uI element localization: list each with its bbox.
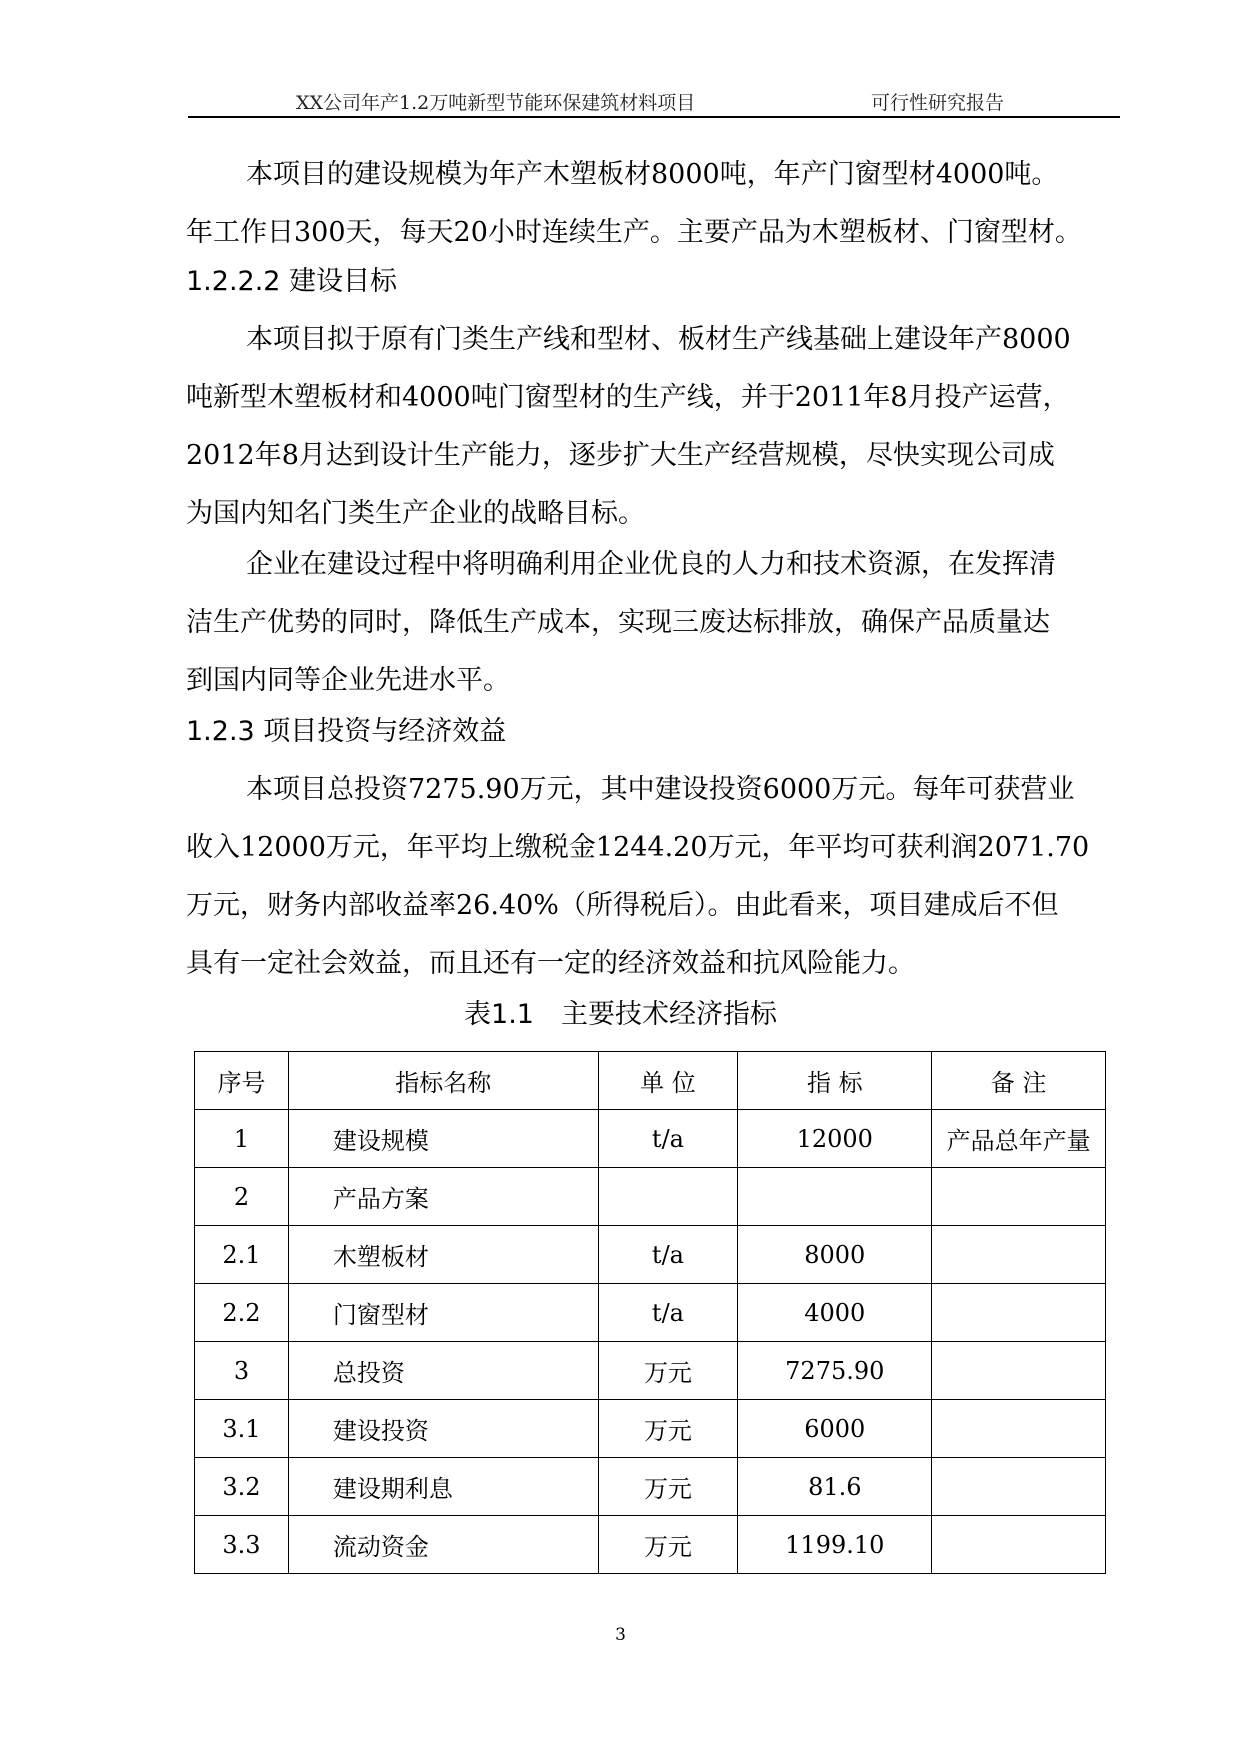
header-report-type: 可行性研究报告	[871, 92, 1005, 114]
value-cell: 12000	[738, 1110, 932, 1168]
row-number: 2.2	[195, 1284, 289, 1342]
indicator-name: 木塑板材	[288, 1226, 598, 1284]
unit-cell: t/a	[598, 1226, 738, 1284]
header-cell: 备 注	[932, 1052, 1106, 1110]
note-cell	[932, 1168, 1106, 1226]
header-title: XX公司年产1.2万吨新型节能环保建筑材料项目	[296, 92, 696, 114]
unit-cell	[598, 1168, 738, 1226]
table-row	[195, 1110, 1106, 1168]
indicator-name: 建设规模	[288, 1110, 598, 1168]
table-row	[195, 1516, 1106, 1574]
value-cell: 1199.10	[738, 1516, 932, 1574]
value-cell: 81.6	[738, 1458, 932, 1516]
note-cell	[932, 1458, 1106, 1516]
table-row	[195, 1342, 1106, 1400]
text-line: 为国内知名门类生产企业的战略目标。	[186, 498, 645, 529]
table-header-row	[195, 1052, 1106, 1110]
header-cell: 单 位	[598, 1052, 738, 1110]
paragraph-goal	[186, 311, 1121, 543]
note-cell	[932, 1284, 1106, 1342]
header-cell: 序号	[195, 1052, 289, 1110]
unit-cell: 万元	[598, 1516, 738, 1574]
text-line: 本项目总投资7275.90万元，其中建设投资6000万元。每年可获营业	[246, 774, 1075, 805]
heading-1-2-3: 1.2.3 项目投资与经济效益	[186, 716, 507, 747]
text-line: 万元，财务内部收益率26.40%（所得税后）。由此看来，项目建成后不但	[186, 890, 1059, 921]
unit-cell: 万元	[598, 1400, 738, 1458]
text-line: 年工作日300天，每天20小时连续生产。主要产品为木塑板材、门窗型材。	[186, 217, 1082, 248]
table-row	[195, 1284, 1106, 1342]
paragraph-investment	[186, 761, 1121, 993]
table-caption: 表1.1 主要技术经济指标	[464, 999, 777, 1030]
text-line: 到国内同等企业先进水平。	[186, 665, 510, 696]
unit-cell: 万元	[598, 1458, 738, 1516]
value-cell: 6000	[738, 1400, 932, 1458]
indicator-name: 建设投资	[288, 1400, 598, 1458]
row-number: 2	[195, 1168, 289, 1226]
table-row	[195, 1400, 1106, 1458]
indicator-table	[194, 1051, 1106, 1574]
value-cell: 7275.90	[738, 1342, 932, 1400]
note-cell	[932, 1400, 1106, 1458]
row-number: 3	[195, 1342, 289, 1400]
row-number: 1	[195, 1110, 289, 1168]
header-cell: 指标名称	[288, 1052, 598, 1110]
note-cell: 产品总年产量	[932, 1110, 1106, 1168]
row-number: 2.1	[195, 1226, 289, 1284]
unit-cell: t/a	[598, 1284, 738, 1342]
table-row	[195, 1226, 1106, 1284]
text-line: 本项目的建设规模为年产木塑板材8000吨，年产门窗型材4000吨。	[246, 159, 1059, 190]
paragraph-resources	[186, 536, 1121, 710]
table-row	[195, 1168, 1106, 1226]
indicator-name: 产品方案	[288, 1168, 598, 1226]
note-cell	[932, 1516, 1106, 1574]
indicator-name: 建设期利息	[288, 1458, 598, 1516]
indicator-name: 门窗型材	[288, 1284, 598, 1342]
text-line: 企业在建设过程中将明确利用企业优良的人力和技术资源，在发挥清	[246, 549, 1056, 580]
text-line: 具有一定社会效益，而且还有一定的经济效益和抗风险能力。	[186, 948, 915, 979]
text-line: 收入12000万元，年平均上缴税金1244.20万元，年平均可获利润2071.70	[186, 832, 1090, 863]
unit-cell: t/a	[598, 1110, 738, 1168]
text-line: 洁生产优势的同时，降低生产成本，实现三废达标排放，确保产品质量达	[186, 607, 1050, 638]
note-cell	[932, 1226, 1106, 1284]
unit-cell: 万元	[598, 1342, 738, 1400]
value-cell: 8000	[738, 1226, 932, 1284]
value-cell	[738, 1168, 932, 1226]
row-number: 3.2	[195, 1458, 289, 1516]
text-line: 本项目拟于原有门类生产线和型材、板材生产线基础上建设年产8000	[246, 324, 1071, 355]
text-line: 2012年8月达到设计生产能力，逐步扩大生产经营规模，尽快实现公司成	[186, 440, 1055, 471]
indicator-name: 总投资	[288, 1342, 598, 1400]
table-row	[195, 1458, 1106, 1516]
heading-1-2-2-2: 1.2.2.2 建设目标	[186, 266, 398, 297]
note-cell	[932, 1342, 1106, 1400]
row-number: 3.3	[195, 1516, 289, 1574]
page-number: 3	[615, 1625, 626, 1645]
page-header	[188, 80, 1120, 118]
header-cell: 指 标	[738, 1052, 932, 1110]
row-number: 3.1	[195, 1400, 289, 1458]
paragraph-scale	[186, 146, 1121, 262]
indicator-name: 流动资金	[288, 1516, 598, 1574]
text-line: 吨新型木塑板材和4000吨门窗型材的生产线，并于2011年8月投产运营，	[186, 382, 1070, 413]
value-cell: 4000	[738, 1284, 932, 1342]
